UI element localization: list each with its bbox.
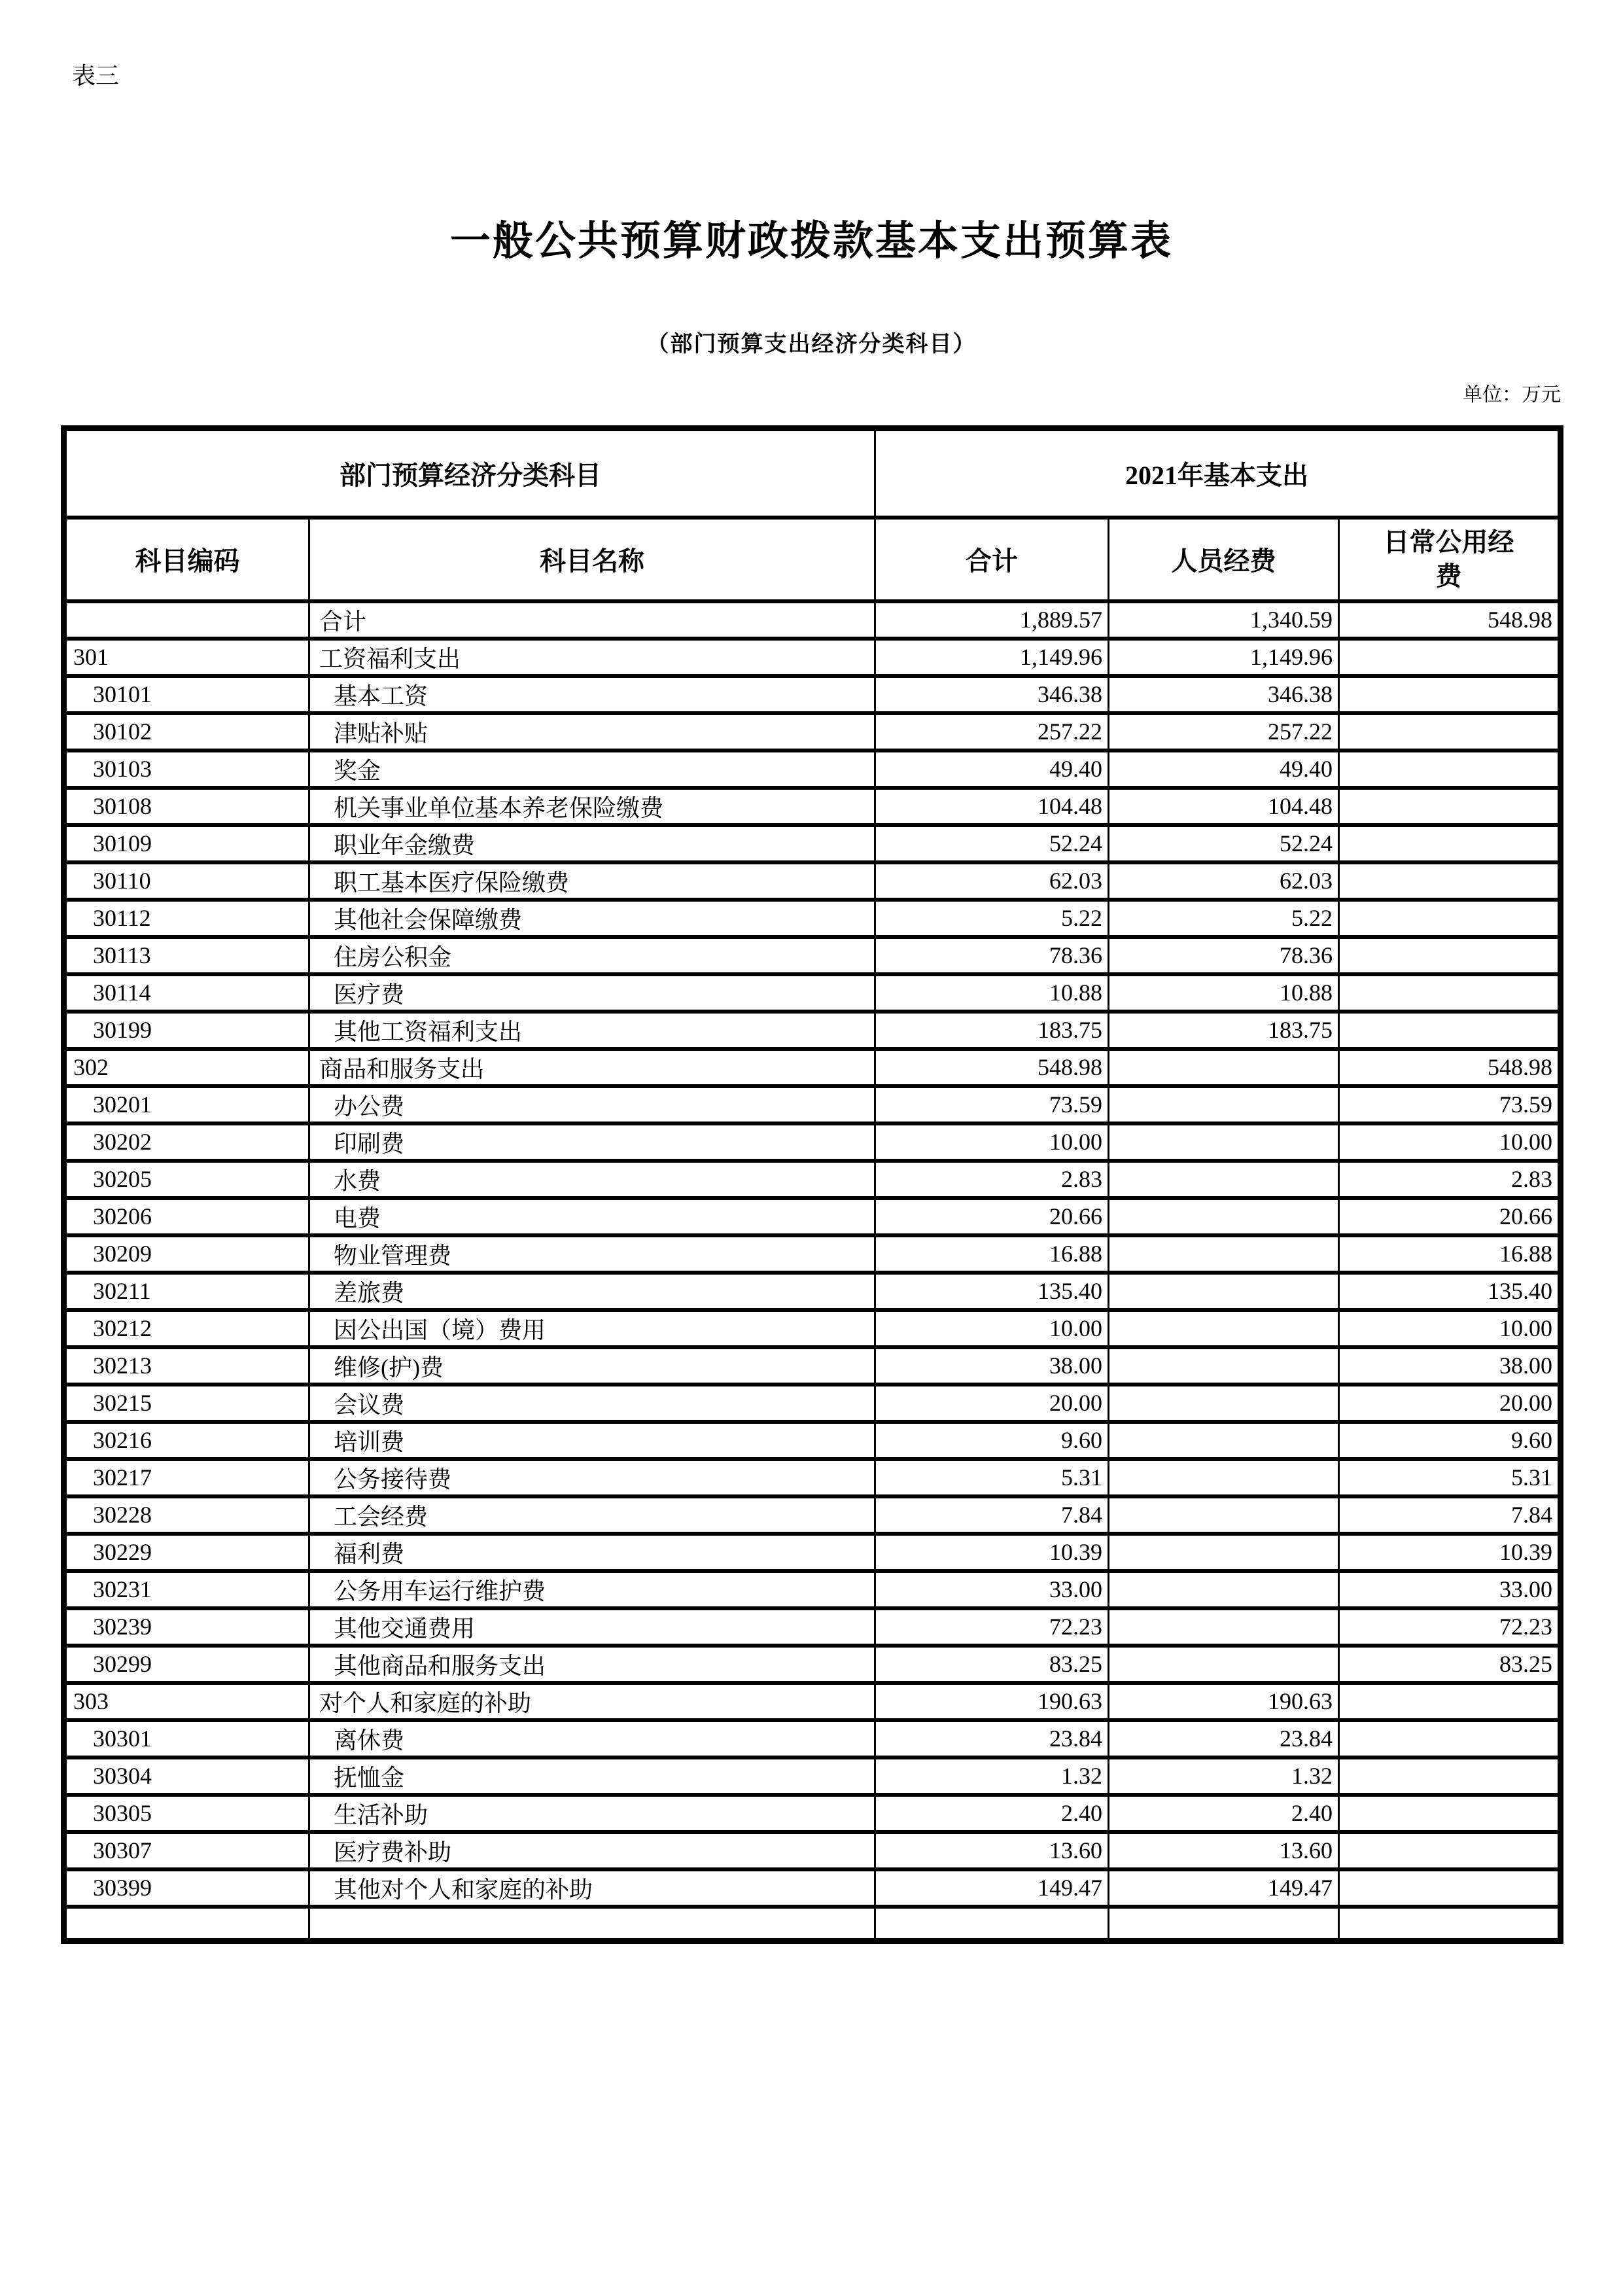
cell-total: 20.66 — [875, 1198, 1109, 1235]
cell-total — [875, 1907, 1109, 1941]
cell-total: 10.00 — [875, 1123, 1109, 1161]
cell-total: 23.84 — [875, 1720, 1109, 1757]
cell-daily-public-funds — [1339, 713, 1561, 751]
cell-daily-public-funds — [1339, 639, 1561, 676]
cell-subject-code: 30229 — [64, 1534, 309, 1571]
cell-subject-name: 维修(护)费 — [309, 1347, 875, 1385]
col-header-daily — [1339, 518, 1561, 601]
cell-personnel-funds: 1,149.96 — [1109, 639, 1339, 676]
cell-total: 1,889.57 — [875, 601, 1109, 639]
cell-total: 33.00 — [875, 1571, 1109, 1608]
cell-total: 135.40 — [875, 1273, 1109, 1310]
table-row — [64, 639, 1561, 676]
cell-total: 16.88 — [875, 1235, 1109, 1273]
table-row — [64, 1496, 1561, 1534]
cell-subject-name: 基本工资 — [309, 676, 875, 713]
budget-table — [61, 425, 1563, 1944]
cell-subject-name: 离休费 — [309, 1720, 875, 1757]
header-group-right: 2021年基本支出 — [875, 429, 1561, 518]
cell-subject-name: 合计 — [309, 601, 875, 639]
cell-subject-code: 30209 — [64, 1235, 309, 1273]
cell-daily-public-funds — [1339, 1832, 1561, 1869]
cell-subject-name: 生活补助 — [309, 1795, 875, 1832]
cell-total: 5.31 — [875, 1459, 1109, 1496]
table-row — [64, 676, 1561, 713]
cell-subject-code: 30199 — [64, 1012, 309, 1049]
cell-total: 78.36 — [875, 937, 1109, 974]
cell-daily-public-funds: 5.31 — [1339, 1459, 1561, 1496]
cell-total: 149.47 — [875, 1869, 1109, 1907]
table-row — [64, 862, 1561, 900]
cell-subject-name — [309, 1907, 875, 1941]
cell-personnel-funds: 190.63 — [1109, 1683, 1339, 1720]
cell-daily-public-funds: 83.25 — [1339, 1646, 1561, 1683]
cell-personnel-funds: 52.24 — [1109, 825, 1339, 862]
cell-subject-code: 30101 — [64, 676, 309, 713]
cell-daily-public-funds — [1339, 900, 1561, 937]
cell-daily-public-funds — [1339, 825, 1561, 862]
table-row — [64, 1869, 1561, 1907]
cell-personnel-funds: 1.32 — [1109, 1757, 1339, 1795]
cell-subject-code: 30110 — [64, 862, 309, 900]
cell-subject-code: 302 — [64, 1049, 309, 1086]
cell-daily-public-funds — [1339, 1757, 1561, 1795]
cell-daily-public-funds: 10.00 — [1339, 1310, 1561, 1347]
table-row — [64, 601, 1561, 639]
cell-daily-public-funds: 33.00 — [1339, 1571, 1561, 1608]
cell-total: 9.60 — [875, 1422, 1109, 1459]
cell-subject-code: 30205 — [64, 1161, 309, 1198]
header-columns-row — [64, 518, 1561, 601]
table-row — [64, 1385, 1561, 1422]
cell-subject-name: 津贴补贴 — [309, 713, 875, 751]
cell-total: 190.63 — [875, 1683, 1109, 1720]
cell-personnel-funds — [1109, 1310, 1339, 1347]
table-row — [64, 974, 1561, 1012]
table-row — [64, 751, 1561, 788]
table-row — [64, 1049, 1561, 1086]
cell-subject-code: 30307 — [64, 1832, 309, 1869]
cell-subject-code: 30206 — [64, 1198, 309, 1235]
table-row — [64, 1123, 1561, 1161]
cell-personnel-funds — [1109, 1123, 1339, 1161]
cell-subject-code: 30301 — [64, 1720, 309, 1757]
cell-subject-name: 办公费 — [309, 1086, 875, 1123]
cell-subject-name: 医疗费 — [309, 974, 875, 1012]
cell-total: 10.00 — [875, 1310, 1109, 1347]
cell-daily-public-funds: 9.60 — [1339, 1422, 1561, 1459]
cell-total: 72.23 — [875, 1608, 1109, 1646]
cell-daily-public-funds — [1339, 1720, 1561, 1757]
cell-personnel-funds — [1109, 1907, 1339, 1941]
table-row — [64, 713, 1561, 751]
cell-subject-name: 职工基本医疗保险缴费 — [309, 862, 875, 900]
table-row — [64, 1608, 1561, 1646]
cell-total: 183.75 — [875, 1012, 1109, 1049]
cell-personnel-funds — [1109, 1049, 1339, 1086]
cell-daily-public-funds: 135.40 — [1339, 1273, 1561, 1310]
cell-daily-public-funds: 2.83 — [1339, 1161, 1561, 1198]
cell-personnel-funds: 183.75 — [1109, 1012, 1339, 1049]
cell-subject-code: 30113 — [64, 937, 309, 974]
cell-personnel-funds: 5.22 — [1109, 900, 1339, 937]
cell-total: 62.03 — [875, 862, 1109, 900]
table-row — [64, 1832, 1561, 1869]
cell-subject-name: 抚恤金 — [309, 1757, 875, 1795]
cell-personnel-funds — [1109, 1385, 1339, 1422]
table-row — [64, 1571, 1561, 1608]
table-row — [64, 1459, 1561, 1496]
table-row — [64, 1534, 1561, 1571]
cell-personnel-funds: 49.40 — [1109, 751, 1339, 788]
cell-subject-name: 水费 — [309, 1161, 875, 1198]
cell-personnel-funds: 257.22 — [1109, 713, 1339, 751]
cell-personnel-funds: 78.36 — [1109, 937, 1339, 974]
table-row — [64, 1235, 1561, 1273]
col-header-name: 科目名称 — [309, 518, 875, 601]
cell-personnel-funds: 23.84 — [1109, 1720, 1339, 1757]
cell-subject-name: 工会经费 — [309, 1496, 875, 1534]
cell-subject-name: 职业年金缴费 — [309, 825, 875, 862]
col-header-personnel: 人员经费 — [1109, 518, 1339, 601]
cell-total: 52.24 — [875, 825, 1109, 862]
cell-subject-code: 30213 — [64, 1347, 309, 1385]
table-row — [64, 1161, 1561, 1198]
table-row — [64, 1198, 1561, 1235]
cell-subject-code: 30114 — [64, 974, 309, 1012]
table-row — [64, 1273, 1561, 1310]
cell-subject-name: 住房公积金 — [309, 937, 875, 974]
cell-personnel-funds — [1109, 1608, 1339, 1646]
cell-daily-public-funds: 548.98 — [1339, 601, 1561, 639]
cell-subject-name: 其他交通费用 — [309, 1608, 875, 1646]
cell-personnel-funds — [1109, 1534, 1339, 1571]
header-group-row — [64, 429, 1561, 518]
table-row — [64, 900, 1561, 937]
page-subtitle: （部门预算支出经济分类科目） — [646, 332, 977, 357]
table-row — [64, 1683, 1561, 1720]
cell-daily-public-funds: 72.23 — [1339, 1608, 1561, 1646]
cell-total: 20.00 — [875, 1385, 1109, 1422]
cell-subject-name: 医疗费补助 — [309, 1832, 875, 1869]
cell-subject-name: 电费 — [309, 1198, 875, 1235]
cell-daily-public-funds — [1339, 1683, 1561, 1720]
cell-subject-code: 30201 — [64, 1086, 309, 1123]
cell-subject-code: 30305 — [64, 1795, 309, 1832]
cell-subject-name: 福利费 — [309, 1534, 875, 1571]
cell-personnel-funds — [1109, 1198, 1339, 1235]
cell-daily-public-funds — [1339, 1869, 1561, 1907]
cell-daily-public-funds — [1339, 1795, 1561, 1832]
cell-total: 10.88 — [875, 974, 1109, 1012]
cell-daily-public-funds — [1339, 974, 1561, 1012]
cell-subject-code: 30112 — [64, 900, 309, 937]
cell-total: 10.39 — [875, 1534, 1109, 1571]
cell-total: 38.00 — [875, 1347, 1109, 1385]
cell-subject-name: 印刷费 — [309, 1123, 875, 1161]
header-group-left: 部门预算经济分类科目 — [64, 429, 875, 518]
table-row — [64, 788, 1561, 825]
cell-personnel-funds — [1109, 1086, 1339, 1123]
cell-daily-public-funds — [1339, 1907, 1561, 1941]
cell-total: 5.22 — [875, 900, 1109, 937]
cell-personnel-funds — [1109, 1646, 1339, 1683]
cell-subject-code: 30211 — [64, 1273, 309, 1310]
table-row — [64, 1795, 1561, 1832]
col-header-total: 合计 — [875, 518, 1109, 601]
cell-subject-code: 30304 — [64, 1757, 309, 1795]
table-row — [64, 1347, 1561, 1385]
cell-total: 7.84 — [875, 1496, 1109, 1534]
table-row — [64, 1422, 1561, 1459]
cell-personnel-funds — [1109, 1161, 1339, 1198]
cell-daily-public-funds: 20.66 — [1339, 1198, 1561, 1235]
col-header-code: 科目编码 — [64, 518, 309, 601]
cell-total: 104.48 — [875, 788, 1109, 825]
cell-daily-public-funds: 548.98 — [1339, 1049, 1561, 1086]
cell-subject-code: 301 — [64, 639, 309, 676]
cell-subject-name: 对个人和家庭的补助 — [309, 1683, 875, 1720]
cell-subject-code: 30202 — [64, 1123, 309, 1161]
table-row — [64, 1310, 1561, 1347]
cell-subject-code: 30102 — [64, 713, 309, 751]
cell-personnel-funds — [1109, 1347, 1339, 1385]
cell-personnel-funds: 62.03 — [1109, 862, 1339, 900]
cell-total: 346.38 — [875, 676, 1109, 713]
cell-daily-public-funds — [1339, 788, 1561, 825]
cell-subject-name: 会议费 — [309, 1385, 875, 1422]
cell-total: 257.22 — [875, 713, 1109, 751]
table-row — [64, 1907, 1561, 1941]
table-row — [64, 1720, 1561, 1757]
cell-subject-name: 其他对个人和家庭的补助 — [309, 1869, 875, 1907]
cell-personnel-funds — [1109, 1459, 1339, 1496]
cell-subject-name: 其他商品和服务支出 — [309, 1646, 875, 1683]
cell-subject-name: 商品和服务支出 — [309, 1049, 875, 1086]
cell-subject-code: 30228 — [64, 1496, 309, 1534]
cell-personnel-funds — [1109, 1571, 1339, 1608]
cell-personnel-funds — [1109, 1273, 1339, 1310]
table-row — [64, 1086, 1561, 1123]
cell-total: 2.40 — [875, 1795, 1109, 1832]
cell-personnel-funds: 2.40 — [1109, 1795, 1339, 1832]
cell-subject-code — [64, 601, 309, 639]
cell-daily-public-funds: 10.00 — [1339, 1123, 1561, 1161]
cell-subject-name: 公务接待费 — [309, 1459, 875, 1496]
cell-daily-public-funds — [1339, 937, 1561, 974]
col-header-daily-label: 日常公用经费 — [1383, 527, 1514, 591]
cell-total: 73.59 — [875, 1086, 1109, 1123]
cell-daily-public-funds — [1339, 751, 1561, 788]
cell-subject-code: 30239 — [64, 1608, 309, 1646]
cell-personnel-funds: 346.38 — [1109, 676, 1339, 713]
cell-subject-code: 30103 — [64, 751, 309, 788]
cell-daily-public-funds: 7.84 — [1339, 1496, 1561, 1534]
cell-subject-code: 30109 — [64, 825, 309, 862]
cell-subject-code: 30231 — [64, 1571, 309, 1608]
unit-label: 单位：万元 — [1463, 384, 1561, 406]
cell-personnel-funds: 10.88 — [1109, 974, 1339, 1012]
cell-daily-public-funds: 73.59 — [1339, 1086, 1561, 1123]
cell-daily-public-funds: 16.88 — [1339, 1235, 1561, 1273]
cell-subject-name: 其他社会保障缴费 — [309, 900, 875, 937]
cell-daily-public-funds: 38.00 — [1339, 1347, 1561, 1385]
cell-subject-name: 培训费 — [309, 1422, 875, 1459]
cell-personnel-funds: 149.47 — [1109, 1869, 1339, 1907]
table-row — [64, 1646, 1561, 1683]
cell-total: 2.83 — [875, 1161, 1109, 1198]
cell-total: 13.60 — [875, 1832, 1109, 1869]
cell-total: 49.40 — [875, 751, 1109, 788]
cell-personnel-funds — [1109, 1422, 1339, 1459]
page-title: 一般公共预算财政拨款基本支出预算表 — [449, 219, 1173, 264]
table-row — [64, 937, 1561, 974]
cell-subject-name: 机关事业单位基本养老保险缴费 — [309, 788, 875, 825]
cell-personnel-funds: 1,340.59 — [1109, 601, 1339, 639]
table-row — [64, 1757, 1561, 1795]
cell-subject-name: 差旅费 — [309, 1273, 875, 1310]
cell-subject-code: 30108 — [64, 788, 309, 825]
cell-subject-name: 公务用车运行维护费 — [309, 1571, 875, 1608]
cell-personnel-funds — [1109, 1496, 1339, 1534]
cell-subject-code: 30399 — [64, 1869, 309, 1907]
cell-subject-name: 因公出国（境）费用 — [309, 1310, 875, 1347]
cell-subject-code: 303 — [64, 1683, 309, 1720]
cell-total: 1.32 — [875, 1757, 1109, 1795]
cell-daily-public-funds — [1339, 676, 1561, 713]
table-row — [64, 825, 1561, 862]
cell-daily-public-funds: 10.39 — [1339, 1534, 1561, 1571]
cell-daily-public-funds: 20.00 — [1339, 1385, 1561, 1422]
cell-subject-code — [64, 1907, 309, 1941]
cell-subject-code: 30212 — [64, 1310, 309, 1347]
cell-subject-name: 其他工资福利支出 — [309, 1012, 875, 1049]
table-row — [64, 1012, 1561, 1049]
cell-personnel-funds: 13.60 — [1109, 1832, 1339, 1869]
cell-subject-code: 30299 — [64, 1646, 309, 1683]
corner-label: 表三 — [72, 63, 120, 89]
cell-subject-name: 工资福利支出 — [309, 639, 875, 676]
cell-subject-code: 30216 — [64, 1422, 309, 1459]
cell-personnel-funds — [1109, 1235, 1339, 1273]
cell-subject-code: 30217 — [64, 1459, 309, 1496]
cell-subject-code: 30215 — [64, 1385, 309, 1422]
budget-table-body — [64, 601, 1561, 1941]
cell-daily-public-funds — [1339, 862, 1561, 900]
cell-subject-name: 物业管理费 — [309, 1235, 875, 1273]
cell-total: 1,149.96 — [875, 639, 1109, 676]
cell-total: 548.98 — [875, 1049, 1109, 1086]
cell-daily-public-funds — [1339, 1012, 1561, 1049]
cell-personnel-funds: 104.48 — [1109, 788, 1339, 825]
cell-total: 83.25 — [875, 1646, 1109, 1683]
cell-subject-name: 奖金 — [309, 751, 875, 788]
